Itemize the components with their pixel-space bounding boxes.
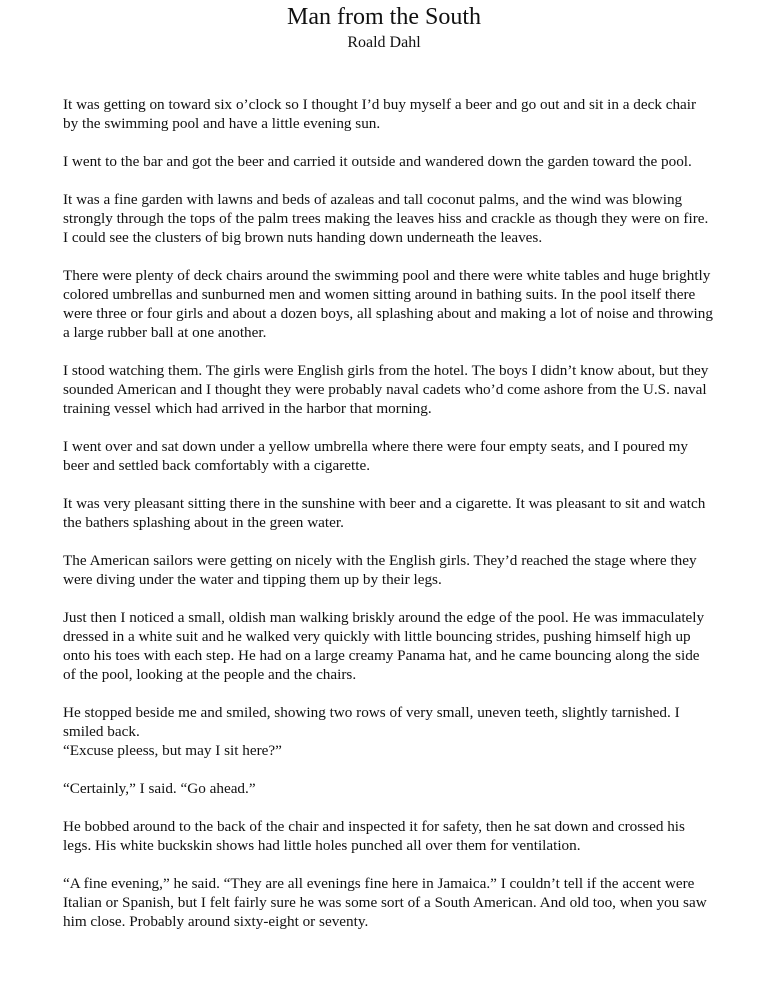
- paragraph: It was very pleasant sitting there in the sunshine with beer and a cigarette. It was pleasant to sit and watch the bathers splashing about in the green water.: [63, 495, 706, 531]
- paragraph: The American sailors were getting on nicely with the English girls. They’d reached the stage where they were diving under the water and tipping them up by their legs.: [63, 552, 697, 588]
- paragraph: It was getting on toward six o’clock so I thought I’d buy myself a beer and go out and sit in a deck chair by the swimming pool and have a little evening sun.: [63, 96, 697, 132]
- paragraph: It was a fine garden with lawns and beds of azaleas and tall coconut palms, and the wind was blowing strongly through the tops of the palm trees making the leaves hiss and crackle as though they were on fire. I could see the clusters of big brown nuts handing down underneath the leaves.: [63, 191, 709, 246]
- paragraph: “Certainly,” I said. “Go ahead.”: [63, 780, 256, 797]
- paragraph: There were plenty of deck chairs around the swimming pool and there were white tables and huge brightly colored umbrellas and sunburned men and women sitting around in bathing suits. In the pool itself there were three or four girls and about a dozen boys, all splashing about and making a lot of noise and throwing a large rubber ball at one another.: [63, 267, 713, 341]
- paragraph: I stood watching them. The girls were English girls from the hotel. The boys I didn’t know about, but they sounded American and I thought they were probably naval cadets who’d come ashore from the U.S. naval training vessel which had arrived in the harbor that morning.: [63, 362, 709, 417]
- paragraph: “A fine evening,” he said. “They are all evenings fine here in Jamaica.” I couldn’t tell if the accent were Italian or Spanish, but I felt fairly sure he was some sort of a South American. And old too, when you saw him close. Probably around sixty-eight or seventy.: [63, 875, 707, 930]
- document-title: Man from the South: [287, 4, 481, 30]
- paragraph: He stopped beside me and smiled, showing two rows of very small, uneven teeth, slightly tarnished. I smiled back. “Excuse pleess, but may I sit here?”: [63, 704, 680, 759]
- paragraph: I went over and sat down under a yellow umbrella where there were four empty seats, and I poured my beer and settled back comfortably with a cigarette.: [63, 438, 689, 474]
- document-body: [63, 95, 713, 950]
- document-author: Roald Dahl: [347, 34, 421, 51]
- paragraph: Just then I noticed a small, oldish man walking briskly around the edge of the pool. He was immaculately dressed in a white suit and he walked very quickly with little bouncing strides, pushing himself high up onto his toes with each step. He had on a large creamy Panama hat, and he came bouncing along the side of the pool, looking at the people and the chairs.: [63, 609, 705, 683]
- paragraph: I went to the bar and got the beer and carried it outside and wandered down the garden toward the pool.: [63, 153, 692, 170]
- paragraph: He bobbed around to the back of the chair and inspected it for safety, then he sat down and crossed his legs. His white buckskin shows had little holes punched all over them for ventilation.: [63, 818, 685, 854]
